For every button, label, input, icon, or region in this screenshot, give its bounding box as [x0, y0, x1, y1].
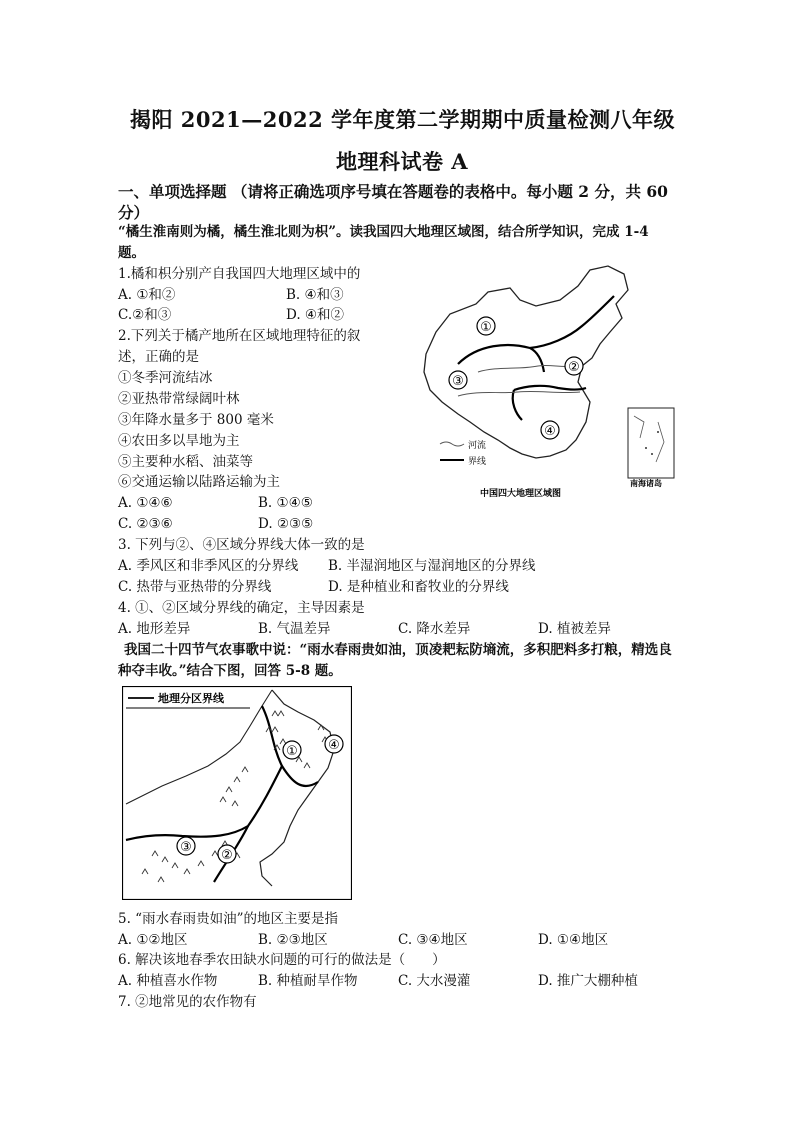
q2-statement-5: ⑤主要种水稻、油菜等	[118, 454, 253, 470]
map2-region-label-2: ②	[221, 848, 233, 863]
section-heading: 一、单项选择题 （请将正确选项序号填在答题卷的表格中。每小题 2 分，共 60	[118, 182, 668, 201]
q2-statement-3: ③年降水量多于 800 毫米	[118, 412, 274, 428]
q3-option-b[interactable]: B. 半湿润地区与湿润地区的分界线	[328, 558, 536, 574]
q5-option-b[interactable]: B. ②③地区	[258, 932, 328, 948]
question-1-stem: 1.橘和枳分别产自我国四大地理区域中的	[118, 266, 361, 282]
map2-legend-label: 地理分区界线	[158, 692, 224, 705]
q4-option-c[interactable]: C. 降水差异	[398, 621, 471, 637]
map2-region-label-4: ④	[328, 738, 340, 753]
q1-option-c[interactable]: C.②和③	[118, 307, 172, 323]
q6-option-d[interactable]: D. 推广大棚种植	[538, 973, 638, 989]
q1-option-b[interactable]: B. ④和③	[286, 287, 344, 303]
q3-option-a[interactable]: A. 季风区和非季风区的分界线	[118, 558, 299, 574]
question-2-stem-cont: 述，正确的是	[118, 349, 199, 365]
map1-region-label-1: ①	[480, 320, 492, 335]
exam-title-line2: 地理科试卷 A	[336, 149, 469, 174]
section-heading-cont: 分）	[118, 203, 150, 222]
intro-passage-2: 我国二十四节气农事歌中说：“雨水春雨贵如油，顶凌耙耘防墒流，多积肥料多打粮，精选良	[124, 642, 672, 658]
q2-statement-2: ②亚热带常绿阔叶林	[118, 391, 240, 407]
q4-option-d[interactable]: D. 植被差异	[538, 621, 611, 637]
q1-option-d[interactable]: D. ④和②	[286, 307, 345, 323]
q2-option-c[interactable]: C. ②③⑥	[118, 516, 173, 532]
q2-option-a[interactable]: A. ①④⑥	[118, 495, 173, 511]
intro-passage-cont: 题。	[118, 245, 145, 261]
q4-option-a[interactable]: A. 地形差异	[118, 621, 191, 637]
map2-region-label-1: ①	[286, 744, 298, 759]
q2-option-d[interactable]: D. ②③⑤	[258, 516, 314, 532]
intro-passage-2-cont: 种夺丰收。”结合下图，回答 5-8 题。	[118, 663, 342, 679]
q4-option-b[interactable]: B. 气温差异	[258, 621, 331, 637]
map1-region-label-2: ②	[568, 360, 580, 375]
inset-label: 南海诸岛	[630, 479, 662, 488]
map1-region-label-4: ④	[544, 424, 556, 439]
map1-region-label-3: ③	[452, 374, 464, 389]
exam-title-line1: 揭阳 2021—2022 学年度第二学期期中质量检测八年级	[130, 107, 676, 132]
china-outline	[424, 266, 628, 458]
map1-caption: 中国四大地理区域图	[480, 489, 562, 499]
q2-option-b[interactable]: B. ①④⑤	[258, 495, 313, 511]
q3-option-d[interactable]: D. 是种植业和畜牧业的分界线	[328, 579, 509, 595]
q2-statement-1: ①冬季河流结冰	[118, 370, 213, 386]
question-4-stem: 4. ①、②区域分界线的确定，主导因素是	[118, 600, 365, 616]
legend-river-label: 河流	[468, 441, 487, 451]
south-china-sea-inset	[628, 408, 674, 478]
question-2-stem: 2.下列关于橘产地所在区域地理特征的叙	[118, 328, 361, 344]
q5-option-d[interactable]: D. ①④地区	[538, 932, 609, 948]
map2-region-label-3: ③	[180, 840, 192, 855]
intro-passage: “橘生淮南则为橘，橘生淮北则为枳”。读我国四大地理区域图，结合所学知识，完成 1-4	[118, 224, 649, 240]
q2-statement-6: ⑥交通运输以陆路运输为主	[118, 474, 280, 490]
question-5-stem: 5. “雨水春雨贵如油”的地区主要是指	[118, 911, 338, 927]
q1-option-a[interactable]: A. ①和②	[118, 287, 176, 303]
question-7-stem: 7. ②地常见的农作物有	[118, 994, 257, 1010]
q6-option-a[interactable]: A. 种植喜水作物	[118, 973, 218, 989]
q5-option-a[interactable]: A. ①②地区	[118, 932, 188, 948]
regional-boundary-map	[122, 686, 352, 900]
q5-option-c[interactable]: C. ③④地区	[398, 932, 468, 948]
china-four-regions-map	[418, 262, 680, 502]
q6-option-b[interactable]: B. 种植耐旱作物	[258, 973, 358, 989]
q6-option-c[interactable]: C. 大水漫灌	[398, 973, 471, 989]
q2-statement-4: ④农田多以旱地为主	[118, 433, 240, 449]
question-6-stem: 6. 解决该地春季农田缺水问题的可行的做法是（ ）	[118, 952, 446, 968]
legend-river-symbol	[440, 442, 464, 446]
q3-option-c[interactable]: C. 热带与亚热带的分界线	[118, 579, 272, 595]
question-3-stem: 3. 下列与②、④区域分界线大体一致的是	[118, 537, 365, 553]
legend-border-label: 界线	[468, 457, 487, 467]
